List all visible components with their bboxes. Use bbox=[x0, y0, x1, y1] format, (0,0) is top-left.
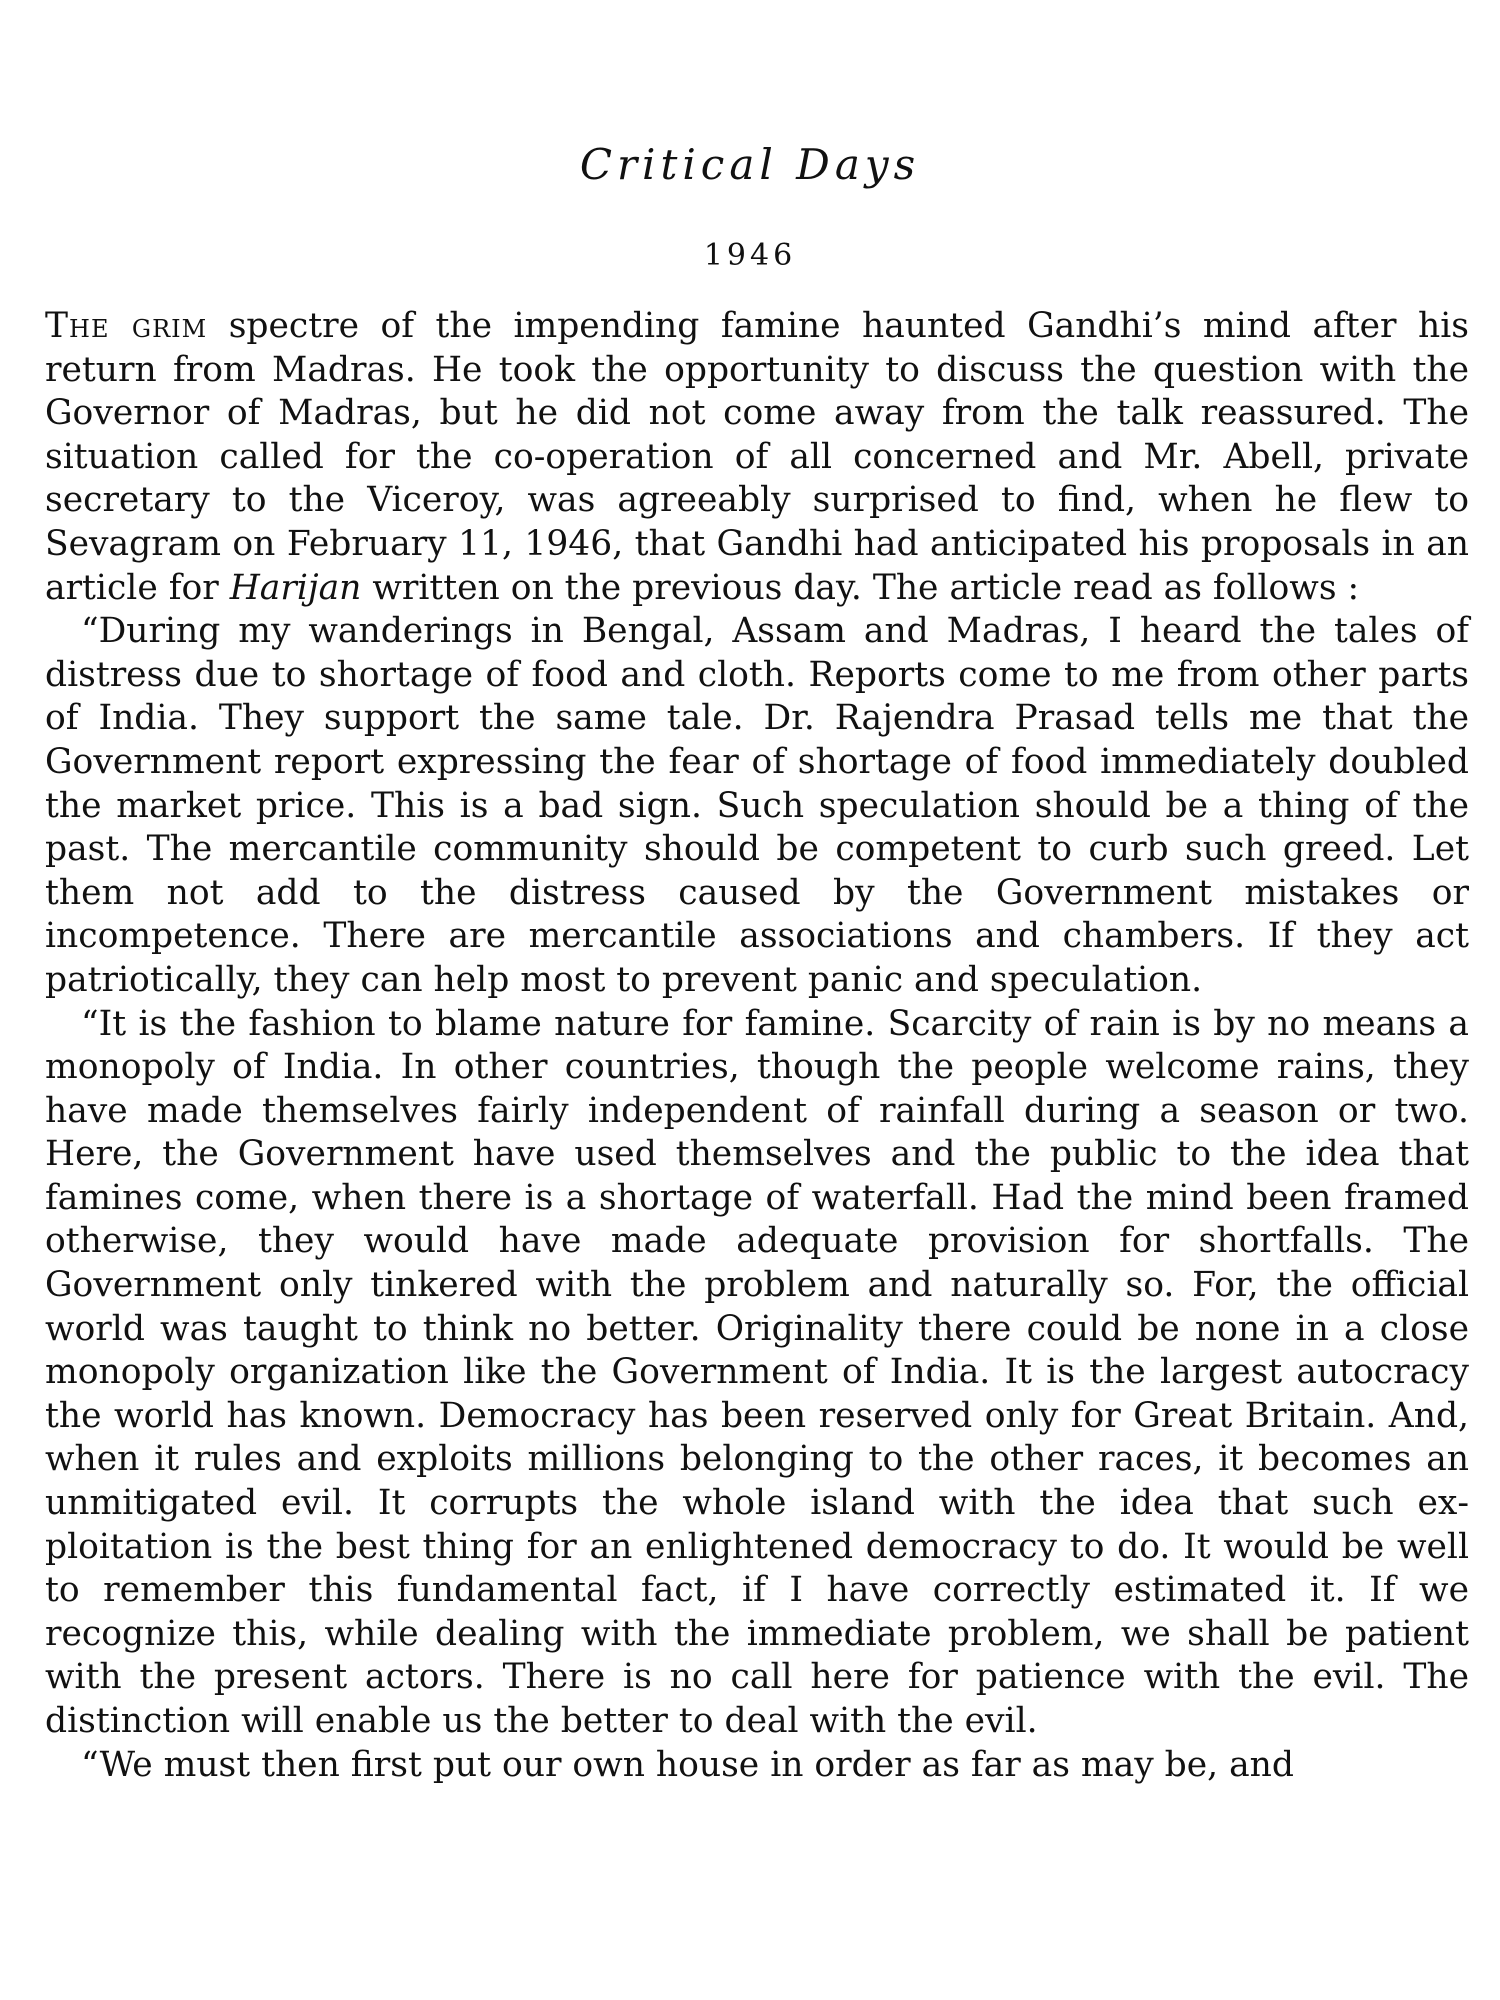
paragraph-2: “During my wanderings in Bengal, Assam and Madras, I heard the tales of distress due to shortage of food and cloth. Reports come to me from other parts of India. They support the same tale. Dr. Rajendra Prasad tells me that the Government report expressing the fear of shortage of food immediately doubled the market price. This is a bad sign. Such speculation should be a thing of the past. The mercantile community should be competent to curb such greed. Let them not add to the distress caused by the Government mistakes or incompetence. There are mercantile associations and chambers. If they act patriotically, they can help most to prevent panic and speculation. bbox=[45, 611, 1469, 1000]
paragraph-lead-in: The grim bbox=[45, 306, 208, 346]
body-text bbox=[45, 305, 1469, 1787]
publication-title: Harijan bbox=[229, 567, 362, 608]
paragraph-1-text-b: written on the previous day. The article read as follows : bbox=[361, 567, 1360, 608]
paragraph-4: “We must then first put our own house in order as far as may be, and bbox=[81, 1744, 1294, 1785]
paragraph-1 bbox=[45, 305, 1469, 610]
section-year: 1946 bbox=[703, 238, 797, 273]
paragraph-3: “It is the fashion to blame nature for famine. Scarcity of rain is by no means a monopoly of India. In other countries, though the people welcome rains, they have made themselves fairly independent of rainfall during a season or two. Here, the Government have used themselves and the public to the idea that famines come, when there is a shortage of waterfall. Had the mind been framed otherwise, they would have made adequate provision for shortfalls. The Government only tinkered with the problem and naturally so. For, the official world was taught to think no better. Originality there could be none in a close monopoly organization like the Government of India. It is the largest autocracy the world has known. Democracy has been reserved only for Great Britain. And, when it rules and exploits millions belonging to the other races, it becomes an unmitigated evil. It corrupts the whole island with the idea that such exploitation is the best thing for an enlightened democracy to do. It would be well to remember this fundamental fact, if I have correctly estimated it. If we recognize this, while dealing with the immediate problem, we shall be patient with the present actors. There is no call here for patience with the evil. The distinction will enable us the better to deal with the evil. bbox=[45, 1003, 1469, 1741]
paragraph-1-text-a: spectre of the impending famine haunted Gandhi’s mind after his return from Madras. He took the opportunity to discuss the question with the Governor of Madras, but he did not come away from the talk reassured. The situation called for the co-operation of all concerned and Mr. Abell, private secretary to the Viceroy, was agreeably surprised to find, when he flew to Sevagram on February 11, 1946, that Gandhi had anticipated his proposals in an article for bbox=[45, 306, 1469, 608]
chapter-title: Critical Days bbox=[579, 140, 921, 189]
